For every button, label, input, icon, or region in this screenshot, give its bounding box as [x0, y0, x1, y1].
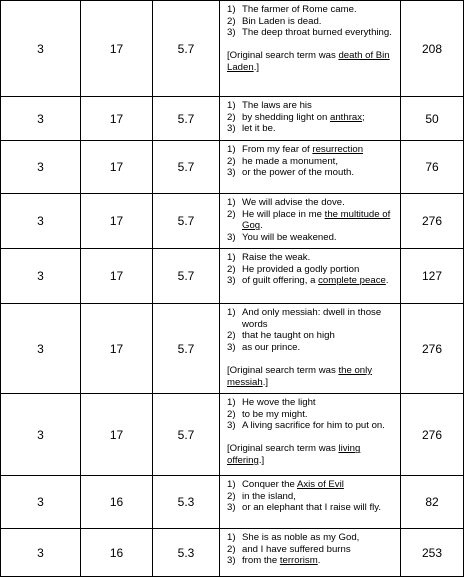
poem-line — [227, 555, 395, 567]
line-segment: He provided a godly portion — [242, 263, 360, 275]
table-row — [1, 529, 464, 577]
column-5-cell: 276 — [401, 194, 464, 249]
line-number: 2) — [227, 155, 236, 167]
line-number: 2) — [227, 543, 236, 555]
line-number: 3) — [227, 420, 236, 432]
line-segment: that he taught on high — [242, 330, 335, 342]
search-term-link[interactable]: Axis of Evil — [296, 479, 344, 490]
column-2-cell: 17 — [81, 194, 153, 249]
line-segment: He will place in me — [242, 208, 325, 220]
line-text — [242, 16, 395, 28]
poem-line — [227, 409, 395, 421]
poem-line — [227, 232, 395, 244]
line-text — [242, 167, 395, 179]
line-text — [242, 275, 395, 287]
search-term-link[interactable]: living offering — [227, 443, 361, 466]
column-3-cell: 5.7 — [153, 194, 220, 249]
line-text — [242, 491, 395, 503]
line-text — [242, 330, 395, 342]
line-number: 3) — [227, 167, 236, 179]
column-5-cell: 253 — [401, 529, 464, 577]
line-segment: She is as noble as my God, — [242, 532, 360, 543]
table-row — [1, 1, 464, 97]
line-text — [242, 209, 395, 232]
line-text — [242, 197, 395, 209]
poem-line — [227, 479, 395, 491]
line-segment: by shedding light on — [242, 111, 331, 123]
line-segment: The laws are his — [242, 100, 312, 111]
line-text — [242, 100, 395, 112]
poem-line — [227, 275, 395, 287]
column-2-cell: 16 — [81, 529, 153, 577]
line-number: 3) — [227, 231, 236, 243]
note-segment: .] — [253, 61, 260, 73]
column-1-cell: 3 — [1, 394, 81, 476]
line-segment: . — [385, 275, 389, 287]
table-row — [1, 249, 464, 304]
column-3-cell: 5.7 — [153, 394, 220, 476]
line-number: 2) — [227, 15, 236, 27]
line-segment: You will be weakened. — [242, 231, 337, 243]
poem-line — [227, 100, 395, 112]
line-segment: Raise the weak. — [242, 252, 311, 263]
poem-lines — [227, 307, 395, 353]
line-text — [242, 264, 395, 276]
column-5-cell: 76 — [401, 141, 464, 194]
line-segment: he made a monument, — [242, 155, 338, 167]
poem-cell — [220, 194, 401, 249]
original-search-term-note — [227, 365, 395, 388]
line-number: 1) — [227, 397, 236, 408]
line-segment: Conquer the — [242, 479, 297, 490]
line-text — [242, 544, 395, 556]
poem-line — [227, 264, 395, 276]
line-text — [242, 4, 395, 16]
line-text — [242, 342, 395, 354]
poem-line — [227, 252, 395, 264]
column-5-cell: 208 — [401, 1, 464, 97]
line-text — [242, 502, 395, 514]
column-2-cell: 17 — [81, 1, 153, 97]
poem-line — [227, 112, 395, 124]
column-3-cell: 5.7 — [153, 1, 220, 97]
poem-line — [227, 330, 395, 342]
column-1-cell: 3 — [1, 249, 81, 304]
column-2-cell: 17 — [81, 304, 153, 394]
line-segment: of guilt offering, a — [242, 275, 319, 287]
original-search-term-note — [227, 50, 395, 73]
poem-line — [227, 544, 395, 556]
line-number: 3) — [227, 275, 236, 287]
poem-line — [227, 397, 395, 409]
line-number: 1) — [227, 307, 236, 318]
line-number: 2) — [227, 490, 236, 502]
line-text — [242, 479, 395, 491]
search-term-link[interactable]: terrorism — [279, 555, 318, 567]
poem-lines — [227, 397, 395, 432]
line-number: 1) — [227, 4, 236, 15]
column-2-cell: 17 — [81, 97, 153, 141]
note-segment: [Original search term was — [227, 364, 339, 376]
poem-line — [227, 307, 395, 330]
poem-line — [227, 209, 395, 232]
search-term-link[interactable]: the multitude of Gog — [242, 208, 391, 232]
poem-line — [227, 144, 395, 156]
search-term-link[interactable]: the only messiah — [227, 364, 373, 388]
column-5-cell: 82 — [401, 476, 464, 529]
column-3-cell: 5.3 — [153, 529, 220, 577]
column-2-cell: 17 — [81, 394, 153, 476]
line-number: 1) — [227, 479, 236, 490]
search-term-link[interactable]: anthrax — [330, 111, 363, 123]
line-segment: He wove the light — [242, 397, 316, 408]
line-segment: . — [317, 555, 321, 567]
line-number: 2) — [227, 111, 236, 123]
line-segment: Bin Laden is dead. — [242, 15, 322, 27]
column-3-cell: 5.3 — [153, 476, 220, 529]
line-text — [242, 123, 395, 135]
poem-cell — [220, 529, 401, 577]
column-2-cell: 16 — [81, 476, 153, 529]
line-text — [242, 144, 395, 156]
line-number: 1) — [227, 144, 236, 155]
line-number: 2) — [227, 408, 236, 420]
line-segment: in the island, — [242, 490, 296, 502]
line-text — [242, 397, 395, 409]
column-1-cell: 3 — [1, 476, 81, 529]
poem-lines — [227, 252, 395, 287]
poem-line — [227, 16, 395, 28]
note-segment: .] — [262, 376, 269, 388]
line-text — [242, 307, 395, 330]
line-segment: to be my might. — [242, 408, 308, 420]
line-number: 1) — [227, 252, 236, 263]
note-segment: .] — [258, 454, 265, 466]
column-2-cell: 17 — [81, 249, 153, 304]
line-segment: ; — [362, 111, 365, 123]
line-text — [242, 532, 395, 544]
line-segment: The deep throat burned everything. — [242, 27, 392, 39]
poem-cell — [220, 249, 401, 304]
line-segment: The farmer of Rome came. — [242, 4, 357, 15]
line-segment: let it be. — [242, 123, 276, 135]
line-number: 3) — [227, 555, 236, 567]
line-segment: or an elephant that I raise will fly. — [242, 502, 382, 514]
search-term-link[interactable]: resurrection — [312, 144, 364, 155]
poem-cell — [220, 394, 401, 476]
line-number: 3) — [227, 123, 236, 135]
poem-line — [227, 156, 395, 168]
line-text — [242, 27, 395, 39]
column-1-cell: 3 — [1, 529, 81, 577]
line-segment: from the — [242, 555, 280, 567]
poem-cell — [220, 141, 401, 194]
poem-lines — [227, 144, 395, 179]
column-3-cell: 5.7 — [153, 141, 220, 194]
table-row — [1, 394, 464, 476]
poem-cell — [220, 304, 401, 394]
poem-line — [227, 197, 395, 209]
line-number: 1) — [227, 197, 236, 208]
line-number: 3) — [227, 341, 236, 353]
poem-lines — [227, 4, 395, 39]
note-segment: [Original search term was — [227, 443, 339, 455]
results-table-body — [1, 1, 464, 577]
poem-cell — [220, 476, 401, 529]
poem-cell — [220, 1, 401, 97]
line-number: 3) — [227, 502, 236, 514]
poem-lines — [227, 479, 395, 514]
table-row — [1, 97, 464, 141]
poem-lines — [227, 100, 395, 135]
column-1-cell: 3 — [1, 97, 81, 141]
line-text — [242, 252, 395, 264]
table-row — [1, 476, 464, 529]
line-segment: and I have suffered burns — [242, 543, 351, 555]
line-text — [242, 156, 395, 168]
poem-line — [227, 420, 395, 432]
poem-line — [227, 4, 395, 16]
poem-line — [227, 491, 395, 503]
column-1-cell: 3 — [1, 194, 81, 249]
column-3-cell: 5.7 — [153, 97, 220, 141]
line-number: 2) — [227, 263, 236, 275]
column-2-cell: 17 — [81, 141, 153, 194]
line-segment: From my fear of — [242, 144, 313, 155]
original-search-term-note — [227, 443, 395, 466]
column-3-cell: 5.7 — [153, 304, 220, 394]
line-text — [242, 112, 395, 124]
column-3-cell: 5.7 — [153, 249, 220, 304]
line-number: 1) — [227, 100, 236, 111]
column-1-cell: 3 — [1, 141, 81, 194]
line-segment: We will advise the dove. — [242, 197, 345, 208]
line-number: 3) — [227, 27, 236, 39]
poem-line — [227, 123, 395, 135]
table-row — [1, 194, 464, 249]
table-row — [1, 304, 464, 394]
line-text — [242, 409, 395, 421]
column-5-cell: 50 — [401, 97, 464, 141]
line-text — [242, 420, 395, 432]
line-text — [242, 555, 395, 567]
search-term-link[interactable]: complete peace — [318, 275, 386, 287]
poem-line — [227, 342, 395, 354]
search-term-link[interactable]: death of Bin Laden — [227, 50, 390, 73]
line-segment: as our prince. — [242, 341, 301, 353]
line-text — [242, 232, 395, 244]
column-5-cell: 276 — [401, 304, 464, 394]
table-row — [1, 141, 464, 194]
poem-line — [227, 502, 395, 514]
line-segment: or the power of the mouth. — [242, 167, 354, 179]
column-1-cell: 3 — [1, 304, 81, 394]
column-1-cell: 3 — [1, 1, 81, 97]
poem-cell — [220, 97, 401, 141]
line-number: 2) — [227, 208, 236, 220]
line-segment: . — [260, 220, 263, 232]
poem-line — [227, 532, 395, 544]
poem-line — [227, 27, 395, 39]
line-segment: A living sacrifice for him to put on. — [242, 420, 385, 432]
line-number: 1) — [227, 532, 236, 543]
poem-lines — [227, 197, 395, 243]
poem-lines — [227, 532, 395, 567]
column-5-cell: 276 — [401, 394, 464, 476]
column-5-cell: 127 — [401, 249, 464, 304]
line-number: 2) — [227, 330, 236, 342]
note-segment: [Original search term was — [227, 50, 339, 62]
poem-line — [227, 167, 395, 179]
line-segment: And only messiah: dwell in those words — [242, 307, 382, 330]
